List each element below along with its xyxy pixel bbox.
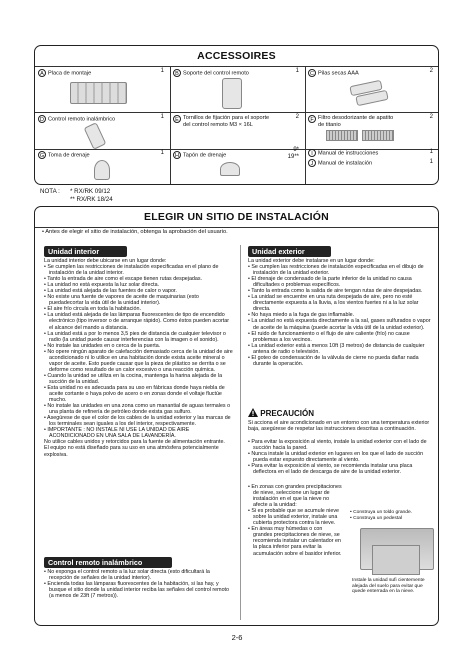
note-label: NOTA : xyxy=(40,188,60,195)
text-line: • IMPORTANTE : NO INSTALE NI USE LA UNIDAD DE AIRE ACONDICIONADO EN UNA SALA DE LAVANDERÍA. xyxy=(44,427,190,440)
text-line: • No exponga el control remoto a la luz solar directa (esto dificultará la recepción de señales de la unidad interior). xyxy=(44,569,210,582)
letter-badge: C xyxy=(308,69,316,77)
accessory-label: Manual de instalación xyxy=(318,160,373,167)
text-line: El equipo no está diseñado para su uso en una atmósfera potencialmente explosiva. xyxy=(44,445,219,458)
text-line: • El aire frío circula en toda la habitación. xyxy=(44,306,141,313)
divider xyxy=(170,66,171,184)
accessory-label: Manual de instrucciones xyxy=(318,150,379,157)
text-line: • Se cumplen las restricciones de instalación especificadas en el dibujo de instalación de la unidad exterior. xyxy=(248,264,424,277)
text-line: • La unidad exterior está a menos 10ft (3 metros) de distancia de cualquier antena de radio o televisión. xyxy=(248,342,425,355)
accessory-qty: 1 xyxy=(429,149,433,155)
text-line: • Si es probable que se acumule nieve sobre la unidad exterior, instale una cubierta protectora contra la nieve. xyxy=(248,508,339,527)
outdoor-unit-illustration xyxy=(372,545,420,575)
text-line: • Para evitar la exposición al viento, se recomienda instalar una placa deflectora en el lado de descarga de aire de la unidad exterior. xyxy=(248,463,413,476)
indoor-unit-heading: Unidad interior xyxy=(44,246,127,257)
accessory-item-b xyxy=(173,69,283,77)
letter-badge: E xyxy=(173,115,181,123)
letter-badge: J xyxy=(308,159,316,167)
letter-badge: I xyxy=(308,149,316,157)
text-line: No utilice cables unidos y retorcidos para la fuente de alimentación entrante. xyxy=(44,439,225,446)
mounting-plate-illustration xyxy=(70,82,127,104)
text-line: • Cuando la unidad se utiliza en la cocina, mantenga la harina alejada de la succión de la unidad. xyxy=(44,372,223,385)
text-line: • Encienda todas las lámparas fluorescentes de la habitación, si las hay, y busque el sitio donde la unidad interior reciba las señales del control remoto (a menos de 23ft (7 metros)). xyxy=(44,581,230,600)
accessory-qty: 1 xyxy=(429,159,433,165)
divider xyxy=(35,227,438,228)
text-line: • Nunca instale la unidad exterior en lugares en los que el lado de succión pueda estar expuesto directamente al viento. xyxy=(248,451,424,464)
drain-socket-illustration xyxy=(94,160,110,180)
accessory-label: Tapón de drenaje xyxy=(183,152,227,159)
text-line: • Tanto la entrada de aire como el escape tienen rutas despejadas. xyxy=(44,276,203,283)
accessory-item-f xyxy=(308,115,408,128)
accessory-label: Soporte del control remoto xyxy=(183,70,249,77)
accessory-label: Filtro desodorizante de apatito de titanio xyxy=(318,115,394,128)
accessory-label: Toma de drenaje xyxy=(48,152,90,159)
accessory-item-i xyxy=(308,149,408,157)
snow-figure-caption: Instale la unidad sufi cientemente alejada del suelo para evitar que quede enterrada en la nieve. xyxy=(352,578,425,595)
accessory-item-g xyxy=(38,151,148,159)
letter-badge: G xyxy=(39,153,45,159)
accessory-item-a xyxy=(38,69,148,77)
text-line: La unidad interior debe ubicarse en un lugar donde: xyxy=(44,258,167,264)
text-line: • La unidad está a por lo menos 3,5 pies de distancia de cualquier televisor o radio (la unidad puede causar interferencias con la imagen o el sonido). xyxy=(44,330,226,343)
text-line: La unidad exterior debe instalarse en un lugar donde: xyxy=(248,258,375,264)
text-line: • No existe una fuente de vapores de aceite de maquinarias (esto puedadecortar la vida útil de la unidad interior). xyxy=(44,294,199,307)
accessory-qty: 2 xyxy=(429,114,433,120)
accessory-label: Placa de montaje xyxy=(48,70,92,77)
letter-badge: D xyxy=(38,115,46,123)
indoor-unit-list xyxy=(44,258,234,458)
text-line: • La unidad no está expuesta directamente a la sal, gases sulfurados o vapor de aceite de la máquina (puede acortar la vida útil de la unidad exterior). xyxy=(248,318,431,331)
letter-badge: B xyxy=(173,69,181,77)
accessory-item-d xyxy=(38,115,148,123)
accessory-qty: 1 xyxy=(160,68,164,74)
divider xyxy=(35,66,438,67)
accessories-title: ACCESSOIRES xyxy=(197,50,276,62)
page-number: 2-6 xyxy=(231,633,243,642)
column-divider xyxy=(240,245,241,620)
divider xyxy=(305,66,306,184)
accessory-label: Control remoto inalámbrico xyxy=(48,116,116,123)
intro-text: • Antes de elegir el sitio de instalación, obtenga la aprobación del usuario. xyxy=(42,229,228,235)
text-line: • El ruido de funcionamiento o el flujo de aire caliente (frío) no cause problemas a los vecinos. xyxy=(248,330,410,343)
accessory-qty: 1 xyxy=(295,68,299,74)
caution-title: PRECAUCIÓN xyxy=(260,409,315,418)
remote-holder-illustration xyxy=(222,78,242,109)
text-line: • La unidad está alejada de las lámparas fluorescentes de tipo de encendido electrónico (tipo inversor o de arranque rápido). Como éstos pueden acortar el alcance del mando a distancia. xyxy=(44,312,230,331)
text-line: • No instale las unidades en o cerca de la puerta. xyxy=(44,342,161,349)
text-line: • La unidad se encuentre en una ruta despejada de aire, pero no esté directamente expuesta a la lluvia, a los vientos fuertes ni a la luz solar directa. xyxy=(248,294,419,313)
text-line: • Para evitar la exposición al viento, instale la unidad exterior con el lado de succión hacia la pared. xyxy=(248,439,427,452)
letter-badge: H xyxy=(173,151,181,159)
accessory-qty: 2 xyxy=(429,68,433,74)
letter-badge: A xyxy=(38,69,46,77)
installation-title: ELEGIR UN SITIO DE INSTALACIÓN xyxy=(144,211,329,223)
text-line: • Se cumplen las restricciones de instalación especificadas en el plano de instalación de la unidad interior. xyxy=(44,264,219,277)
filter-illustration xyxy=(362,130,394,141)
accessory-label: Pilas secas AAA xyxy=(318,70,359,77)
caution-heading xyxy=(248,408,314,418)
text-line: • El drenaje de condensado de la parte inferior de la unidad no causa dificultades o problemas específicos. xyxy=(248,276,412,289)
text-line: • En zonas con grandes precipitaciones de nieve, seleccione un lugar de instalación en el que la nieve no afecte a la unidad: xyxy=(248,484,342,509)
text-line: • No haya miedo a la fuga de gas inflamable. xyxy=(248,312,355,319)
divider xyxy=(35,112,438,113)
caution-intro: Si acciona el aire acondicionado en un entorno con una temperatura exterior baja, asegúrese de respetar las instrucciones descritas a continuación. xyxy=(248,420,430,433)
snow-figure-note: • Construya un pedestal xyxy=(350,516,403,521)
warning-icon xyxy=(248,408,258,417)
accessory-item-h xyxy=(173,151,273,159)
filter-illustration xyxy=(326,130,358,141)
outdoor-unit-list xyxy=(248,258,433,367)
accessory-label: Tornillos de fijación para el soporte del control remoto M3 × 16L xyxy=(183,115,270,128)
accessory-qty: 1 xyxy=(160,114,164,120)
text-line: • No instale las unidades en una zona como un manantial de aguas termales o una planta de refinería de petróleo donde exista gas sulfuro. xyxy=(44,403,231,416)
accessory-item-e xyxy=(173,115,273,128)
accessory-qty: 1 xyxy=(160,150,164,156)
text-line: • La unidad no está expuesta la luz solar directa. xyxy=(44,282,160,289)
outdoor-unit-heading: Unidad exterior xyxy=(248,246,331,257)
text-line: • Esta unidad no es adecuada para su uso en fábricas donde haya niebla de aceite cortante o haya polvo de acero o en zonas donde el voltaje fluctúe mucho. xyxy=(44,384,225,404)
remote-heading: Control remoto inalámbrico xyxy=(44,557,172,568)
text-line: • En áreas muy húmedas o con grandes precipitaciones de nieve, se recomienda instalar un calentador en la placa inferior para evitar la acumulación sobre el basidor inferior. xyxy=(248,526,342,557)
accessory-qty: 2 xyxy=(295,114,299,120)
text-line: • El goteo de condensación de la válvula de cierre no pueda dañar nada durante la operación. xyxy=(248,354,419,367)
snow-figure-note: • Construya un toldo grande. xyxy=(350,510,413,515)
accessory-item-j xyxy=(308,159,408,167)
letter-badge: F xyxy=(308,115,316,123)
text-line: • Tanto la entrada como la salida de aire tengan rutas de aire despejadas. xyxy=(248,288,423,295)
text-line: • No opere ningún aparato de calefacción demasiado cerca de la unidad de aire acondicionado ni lo utilice en una habitación donde exista aceite mineral o vapor de aceite. Esto puede causar que la pieza de plástico se derrita o se deforme como resultado de un calor excesivo o una reacción química. xyxy=(44,348,233,373)
accessory-qty: 9* 19** xyxy=(287,147,299,160)
caution-list xyxy=(248,484,342,557)
text-line: • La unidad está alejada de las fuentes de calor o vapor. xyxy=(44,288,177,295)
text-line: • Asegúrese de que el color de los cables de la unidad exterior y las marcas de los terminales sean iguales a los del interior, respectivamente. xyxy=(44,415,231,428)
remote-control-list xyxy=(44,569,234,599)
caution-list xyxy=(248,439,433,475)
note-line: * RX/RK 09/12 xyxy=(70,188,111,195)
drain-cap-illustration xyxy=(220,162,240,176)
accessory-item-c xyxy=(308,69,408,77)
note-line: ** RX/RK 18/24 xyxy=(70,196,113,203)
